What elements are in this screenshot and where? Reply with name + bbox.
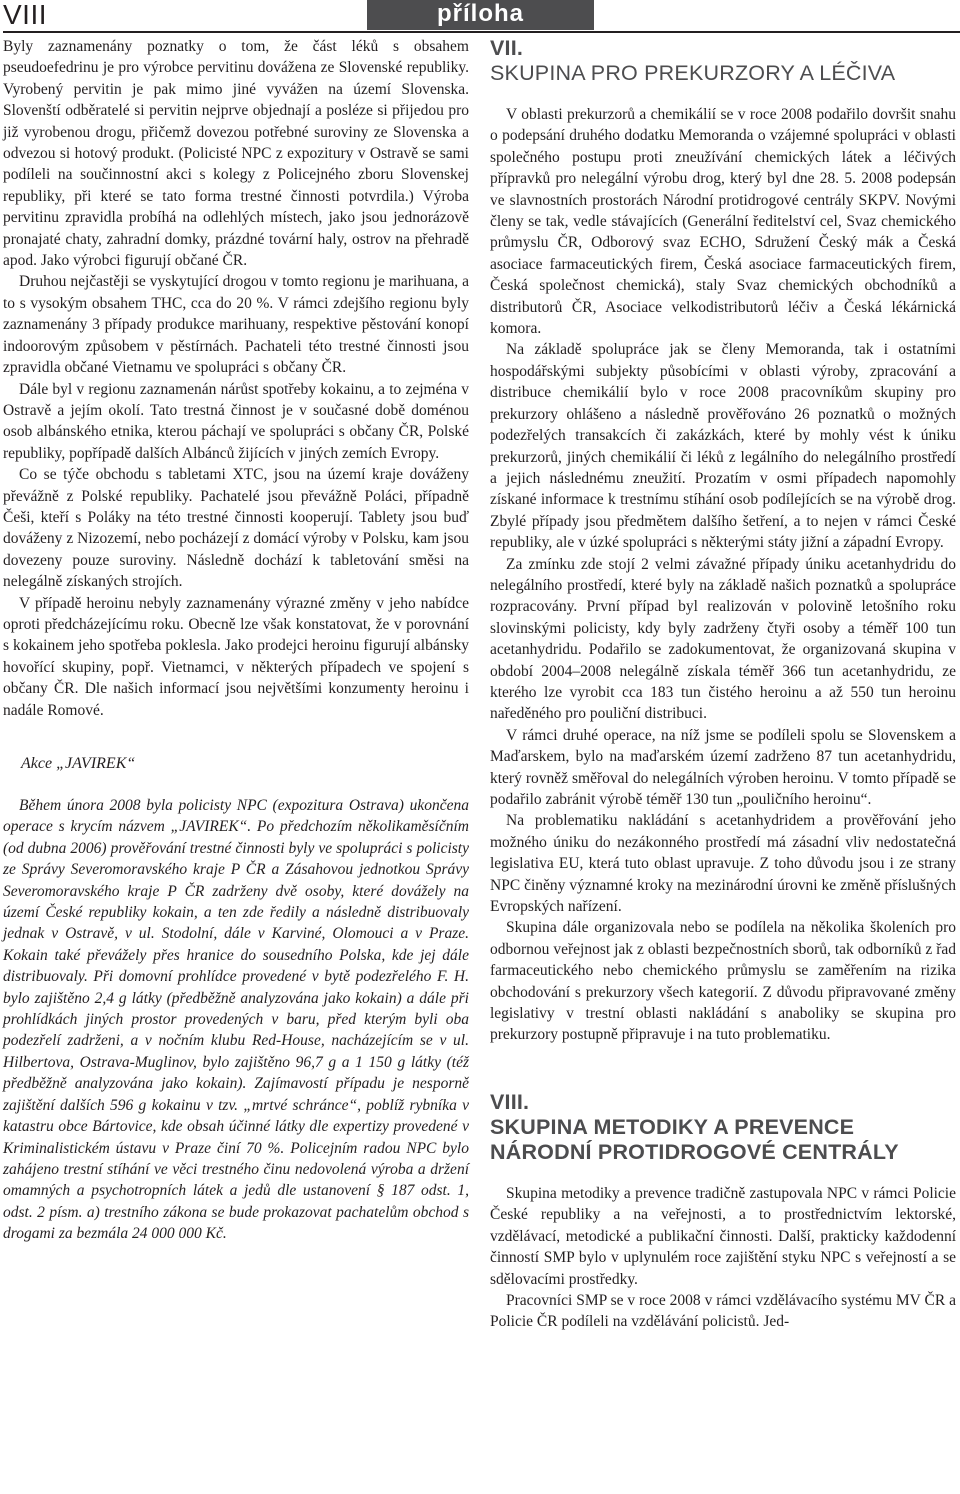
body-paragraph: Pracovníci SMP se v roce 2008 v rámci vzdělávacího systému MV ČR a Policie ČR podíleli na vzdělávání policistů. Jed- — [490, 1291, 956, 1331]
body-paragraph: Dále byl v regionu zaznamenán nárůst spotřeby kokainu, a to zejména v Ostravě a jejím okolí. Tato trestná činnost je v současné době doménou osob albánského etnika, kterou páchají ve spolupráci s občany ČR, Polské republiky, popřípadě dalších Albánců žijících v jiných zemích Evropy. — [3, 380, 469, 462]
body-paragraph: Na základě spolupráce jak se členy Memoranda, tak i ostatními hospodářskými subjekty působícími v oblasti výroby, zpracování a distribuce chemikálií bylo v roce 2008 pracovníkům skupiny pro prekurzory ohlášeno a následně prověřováno 26 poznatků o možných podezřelých transakcích či zakázkách, které by mohly vést k úniku prekurzorů, jiných chemikálií či léků z legálního do nelegálního prostředí a jejich následnému zneužití. Prozatím v osmi případech napomohly získané informace k trestnímu stíhání osob podílejících se na výrobě drog. Zbylé případy jsou předmětem dalšího šetření, a to nejen v rámci České republiky, ale v úzké spolupráci s některými státy jižní a západní Evropy. — [490, 341, 956, 552]
right-column — [490, 36, 956, 1333]
body-paragraph: Skupina dále organizovala nebo se podílela na několika školeních pro odbornou veřejnost jak z oblasti bezpečnostních sborů, tak odborníků z řad farmaceutického nebo chemického průmyslu se zaměřením na rizika obchodování s prekurzory všech kategorií. Z důvodu připravované změny legislativy v trestní oblasti nakládání s anaboliky se skupina pro prekurzory postupně připravuje i na tuto problematiku. — [490, 919, 956, 1044]
header-rule — [3, 31, 960, 33]
page-number: VIII — [3, 0, 48, 30]
case-subheading: Akce „JAVIREK“ — [21, 755, 136, 772]
section-8-title-line1: SKUPINA METODIKY A PREVENCE — [490, 1114, 855, 1139]
body-paragraph: Za zmínku zde stojí 2 velmi závažné případy úniku acetanhydridu do nelegálního prostředí, které byly na základě našich poznatků a spolupráce rozpracovány. První případ byl realizován v polovině letošního roku slovinskými policisty, kdy byly zadrženy čtyři osoby a téměř 100 tun acetanhydridu. Podařilo se zadokumentovat, že organizovaná skupina v období 2004–2008 nelegálně získala téměř 366 tun acetanhydridu, ze kterého lze vyrobit cca 183 tun čistého heroinu a až 550 tun heroinu naředěného pro pouliční distribuci. — [490, 555, 956, 723]
body-paragraph: Skupina metodiky a prevence tradičně zastupovala NPC v rámci Policie České republiky a na veřejnosti, a to prostřednictvím lektorské, vzdělávací, metodické a publikační činnosti. Další, prakticky každodenní činností SMP bylo v uplynulém roce zajištění styku NPC s veřejností a se sdělovacími prostředky. — [490, 1184, 956, 1288]
section-tab: příloha — [367, 0, 594, 30]
body-paragraph: Co se týče obchodu s tabletami XTC, jsou na území kraje dováženy převážně z Polské republiky. Pachatelé jsou převážně Poláci, případně Češi, kteří s Poláky na této trestné činnosti kooperují. Tablety jsou buď dováženy z Nizozemí, nebo pocházejí z domácí výroby v Polsku, kam jsou dovezeny pouze suroviny. Následně dochází k tabletování směsi na nelegálně získaných strojích. — [3, 466, 469, 591]
body-paragraph: Na problematiku nakládání s acetanhydridem a prověřování jeho možného úniku do nezákonného prostředí má zásadní vliv nedostatečná legislativa EU, která tuto oblast upravuje. Z toho důvodu jsou i ze strany NPC činěny významné kroky na mezinárodní úrovni ke změně příslušných Evropských nařízení. — [490, 812, 956, 916]
body-paragraph: V oblasti prekurzorů a chemikálií se v roce 2008 podařilo dovršit snahu o podepsání druhého dodatku Memoranda o vzájemné spolupráci v oblasti společného postupu proti zneužívání chemických látek a léčivých přípravků pro nelegální výrobu drog, který byl dne 28. 5. 2008 podepsán ve slavnostních prostorách Národní protidrogové centrály SKPV. Novými členy se tak, vedle stávajících (Generální ředitelství cel, Svaz chemického průmyslu ČR, Odborový svaz ECHO, Sdružení Český mák a Česká asociace farmaceutických firem, Česká asociace farmaceutických firem, Česká společnost chemická), staly Svaz chemických obchodníků a distributorů ČR, Asociace velkodistributorů léčiv a Česká lékárnická komora. — [490, 106, 956, 338]
body-paragraph: Byly zaznamenány poznatky o tom, že část léků s obsahem pseudoefedrinu je pro výrobce pervitinu dovážena ze Slovenské republiky. Vyrobený pervitin je pak mimo jiné vyvážen na území Slovenska. Slovenští odběratelé si pervitin nejprve objednají a posléze si přijedou pro již vyrobenou drogu, přičemž dovezou potřebné suroviny ze Slovenska a odvezou si hotový produkt. (Policisté NPC z expozitury v Ostravě se sami podíleli na součinnostní akci s kolegy z Policejného zboru Slovenskej republiky, při které se tato forma trestné činnosti potvrdila.) Výroba pervitinu zpravidla probíhá na odlehlých místech, jako jsou jednorázově pronajaté chaty, zahradní domky, prázdné tovární haly, ostrov na přehradě apod. Jako výrobci figurují občané ČR. — [3, 38, 469, 270]
body-paragraph: V rámci druhé operace, na níž jsme se podíleli spolu se Slovenskem a Maďarskem, bylo na maďarském území zadrženo 87 tun acetanhydridu, který rovněž směřoval do nelegálních výroben heroinu. V tomto případě se podařilo zabránit výrobě téměř 130 tun „pouličního heroinu“. — [490, 726, 956, 808]
case-paragraph: Během února 2008 byla policisty NPC (expozitura Ostrava) ukončena operace s krycím názvem „JAVIREK“. Po předchozím několikaměsíčním (od dubna 2006) prověřování trestné činnosti byly ve spolupráci s policisty ze Správy Severomoravského kraje P ČR a Zásahovou jednotkou Správy Severomoravského kraje P ČR zadrženy dvě osoby, které dovážely na území České republiky kokain, a ten zde ředily a následně distribuovaly jednak v Ostravě, v ul. Stodolní, dále v Karviné, Olomouci a v Praze. Kokain také převážely přes hranice do sousedního Polska, kde jej dále distribuovaly. Při domovní prohlídce provedené v bytě podezřelého F. H. bylo zajištěno 2,4 g látky (předběžně analyzována jako kokain) a dále při prohlídkách jiných prostor provedených v baru, před kterým byli oba podezřelí zadrženi, a v nočním klubu Red-House, nacházejícím se v ul. Hilbertova, Ostrava-Muglinov, bylo zajištěno 96,7 g a 1 150 g látky (též předběžně analyzována jako kokain). Zajímavostí případu je nesporně zajištění dalších 596 g kokainu v tzv. „mrtvé schránce“, poblíž rybníka v katastru obce Bártovice, kde obsah účinné látky dle expertizy provedené v Kriminalistickém ústavu v Praze činí 70 %. Policejním radou NPC bylo zahájeno trestní stíhání ve věci trestného činu nedovolená výroba a držení omamných a psychotropních látek a jedů dle ustanovení § 187 odst. 1, odst. 2 písm. a) trestního zákona se bude prokazovat pachatelům obchod s drogami za bezmála 24 000 000 Kč. — [3, 797, 469, 1243]
body-paragraph: V případě heroinu nebyly zaznamenány výrazné změny v jeho nabídce oproti předcházejícímu roku. Obecně lze však konstatovat, že v porovnání s kokainem jeho spotřeba poklesla. Jako prodejci heroinu figurují albánsky hovořící skupiny, popř. Vietnamci, v některých případech ve spojení s občany ČR. Dle našich informací jsou největšími konzumenty heroinu i nadále Romové. — [3, 594, 469, 719]
section-8-title-line2: NÁRODNÍ PROTIDROGOVÉ CENTRÁLY — [490, 1139, 899, 1164]
section-8-number: VIII. — [490, 1089, 530, 1114]
section-7-heading — [490, 36, 956, 86]
section-7-title: SKUPINA PRO PREKURZORY A LÉČIVA — [490, 61, 896, 85]
body-paragraph: Druhou nejčastěji se vyskytující drogou v tomto regionu je marihuana, a to s vysokým obsahem THC, cca do 20 %. V rámci zdejšího regionu byly zaznamenány 3 případy produkce marihuany, respektive pěstování konopí indoorovým způsobem v pěstírnách. Pachateli této trestné činnosti jsou zpravidla občané Vietnamu ve spolupráci s občany ČR. — [3, 273, 469, 377]
left-column — [3, 36, 469, 1245]
section-7-number: VII. — [490, 36, 524, 60]
section-8-heading — [490, 1090, 956, 1165]
